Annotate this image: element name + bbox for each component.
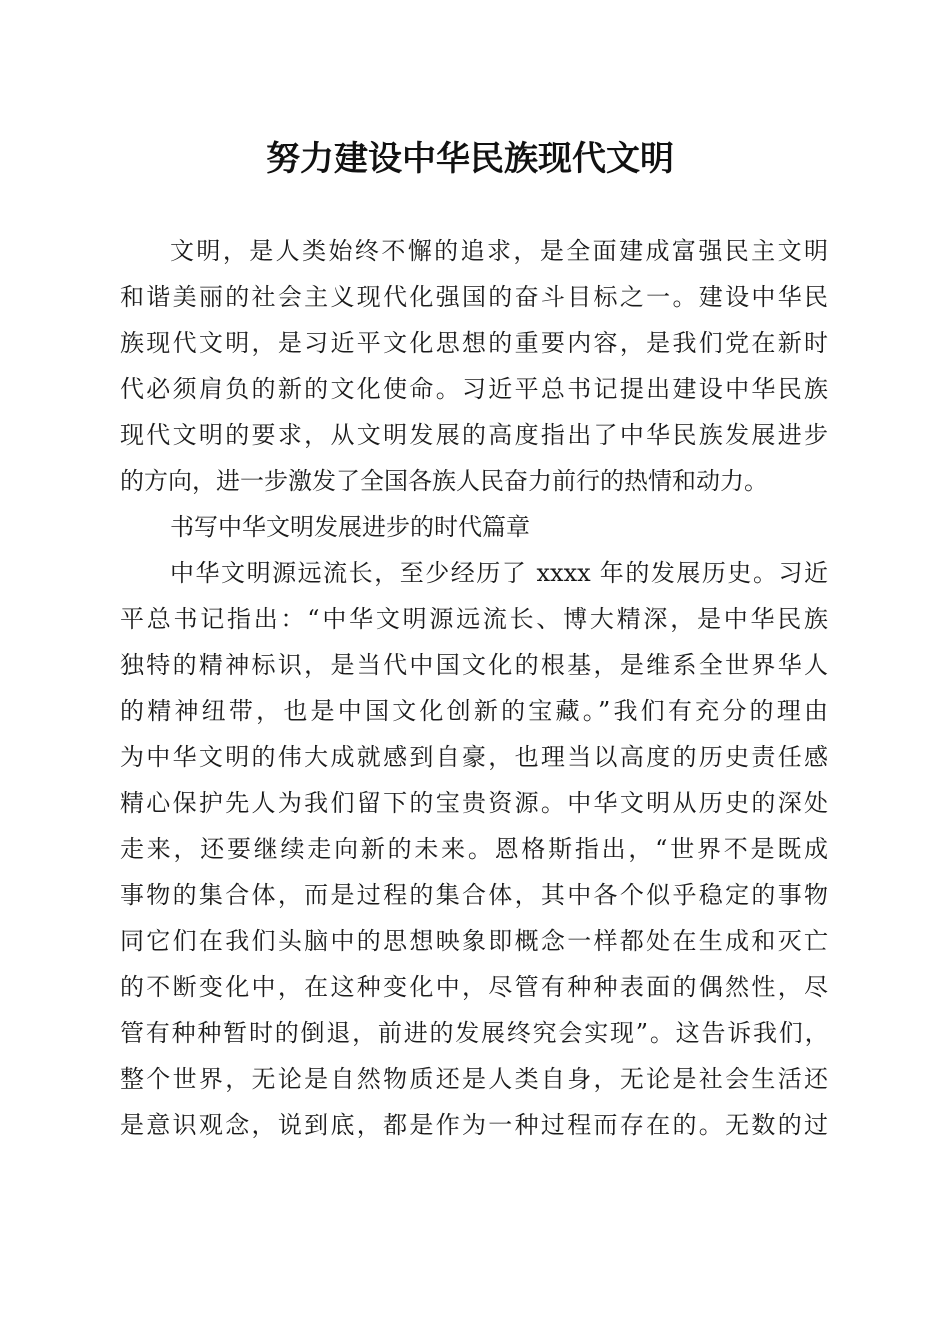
paragraph-2-line-8: 事物的集合体，而是过程的集合体，其中各个似乎稳定的事物 <box>120 881 828 909</box>
paragraph-2-line-3: 独特的精神标识，是当代中国文化的根基，是维系全世界华人 <box>120 651 828 679</box>
paragraph-2-line-11: 管有种种暂时的倒退，前进的发展终究会实现”。这告诉我们， <box>120 1019 828 1047</box>
paragraph-2-line-1: 中华文明源远流长，至少经历了 xxxx 年的发展历史。习近 <box>170 559 828 587</box>
document-title: 努力建设中华民族现代文明 <box>266 139 674 179</box>
paragraph-2-line-12: 整个世界，无论是自然物质还是人类自身，无论是社会生活还 <box>120 1065 828 1093</box>
paragraph-2-line-13: 是意识观念，说到底，都是作为一种过程而存在的。无数的过 <box>120 1111 828 1139</box>
paragraph-2-line-5: 为中华文明的伟大成就感到自豪，也理当以高度的历史责任感 <box>120 743 828 771</box>
paragraph-1-line-5: 现代文明的要求，从文明发展的高度指出了中华民族发展进步 <box>120 421 828 449</box>
paragraph-1-line-2: 和谐美丽的社会主义现代化强国的奋斗目标之一。建设中华民 <box>120 283 828 311</box>
paragraph-1-line-6: 的方向，进一步激发了全国各族人民奋力前行的热情和动力。 <box>120 467 768 495</box>
paragraph-2-line-7: 走来，还要继续走向新的未来。恩格斯指出，“世界不是既成 <box>120 835 828 863</box>
paragraph-2-line-6: 精心保护先人为我们留下的宝贵资源。中华文明从历史的深处 <box>120 789 828 817</box>
paragraph-2-line-9: 同它们在我们头脑中的思想映象即概念一样都处在生成和灭亡 <box>120 927 828 955</box>
paragraph-2-line-10: 的不断变化中，在这种变化中，尽管有种种表面的偶然性，尽 <box>120 973 828 1001</box>
section-heading: 书写中华文明发展进步的时代篇章 <box>170 513 530 541</box>
paragraph-1-line-3: 族现代文明，是习近平文化思想的重要内容，是我们党在新时 <box>120 329 828 357</box>
paragraph-2-line-4: 的精神纽带，也是中国文化创新的宝藏。”我们有充分的理由 <box>120 697 828 725</box>
paragraph-2-line-2: 平总书记指出：“中华文明源远流长、博大精深，是中华民族 <box>120 605 828 633</box>
document-body <box>120 228 828 1148</box>
paragraph-1-line-1: 文明，是人类始终不懈的追求，是全面建成富强民主文明 <box>170 237 828 265</box>
paragraph-1-line-4: 代必须肩负的新的文化使命。习近平总书记提出建设中华民族 <box>120 375 828 403</box>
